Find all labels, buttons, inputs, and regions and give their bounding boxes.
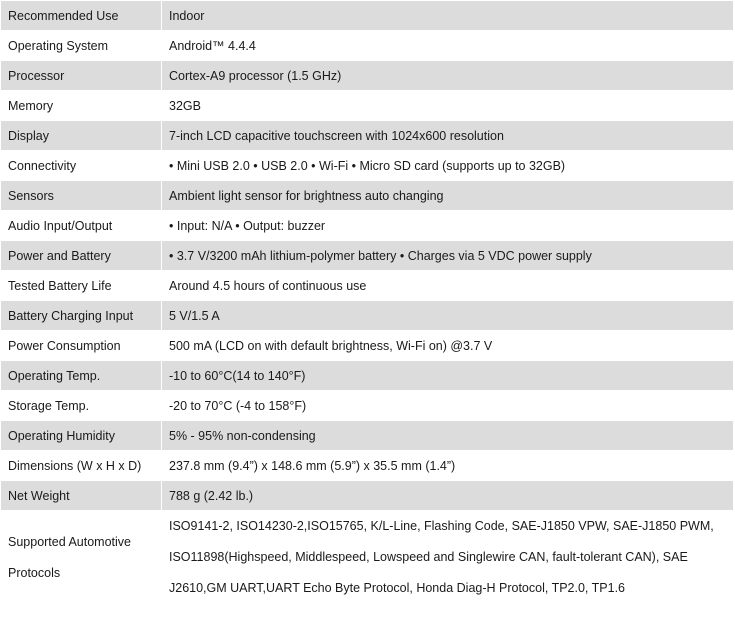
spec-value-line: ISO9141-2, ISO14230-2,ISO15765, K/L-Line, Flashing Code, SAE-J1850 VPW, SAE-J1850 PWM, (169, 519, 714, 533)
spec-value-line: J2610,GM UART,UART Echo Byte Protocol, Honda Diag-H Protocol, TP2.0, TP1.6 (169, 581, 625, 595)
spec-label: Display (1, 121, 162, 151)
spec-label: Operating System (1, 31, 162, 61)
spec-row-power-battery (1, 241, 734, 271)
spec-value: • 3.7 V/3200 mAh lithium-polymer battery • Charges via 5 VDC power supply (162, 241, 734, 271)
spec-row-memory (1, 91, 734, 121)
spec-row-audio (1, 211, 734, 241)
spec-value (162, 511, 734, 605)
spec-value: 500 mA (LCD on with default brightness, Wi-Fi on) @3.7 V (162, 331, 734, 361)
spec-value: 237.8 mm (9.4”) x 148.6 mm (5.9”) x 35.5 mm (1.4”) (162, 451, 734, 481)
spec-row-dimensions (1, 451, 734, 481)
spec-row-sensors (1, 181, 734, 211)
spec-row-battery-life (1, 271, 734, 301)
spec-row-net-weight (1, 481, 734, 511)
spec-value: Indoor (162, 1, 734, 31)
spec-value: Ambient light sensor for brightness auto changing (162, 181, 734, 211)
spec-value: 5 V/1.5 A (162, 301, 734, 331)
spec-row-recommended-use (1, 1, 734, 31)
spec-label: Connectivity (1, 151, 162, 181)
spec-row-operating-system (1, 31, 734, 61)
spec-value: 788 g (2.42 lb.) (162, 481, 734, 511)
spec-label: Power Consumption (1, 331, 162, 361)
spec-value: Cortex-A9 processor (1.5 GHz) (162, 61, 734, 91)
spec-label: Storage Temp. (1, 391, 162, 421)
spec-value: -20 to 70°C (-4 to 158°F) (162, 391, 734, 421)
spec-label: Dimensions (W x H x D) (1, 451, 162, 481)
spec-label (1, 511, 162, 605)
spec-value: -10 to 60°C(14 to 140°F) (162, 361, 734, 391)
spec-label: Net Weight (1, 481, 162, 511)
spec-label: Battery Charging Input (1, 301, 162, 331)
spec-value: 5% - 95% non-condensing (162, 421, 734, 451)
spec-row-storage-temp (1, 391, 734, 421)
spec-label: Operating Temp. (1, 361, 162, 391)
spec-value: Android™ 4.4.4 (162, 31, 734, 61)
spec-value: Around 4.5 hours of continuous use (162, 271, 734, 301)
spec-row-connectivity (1, 151, 734, 181)
spec-label: Processor (1, 61, 162, 91)
spec-label: Power and Battery (1, 241, 162, 271)
spec-value: • Mini USB 2.0 • USB 2.0 • Wi-Fi • Micro SD card (supports up to 32GB) (162, 151, 734, 181)
spec-label: Sensors (1, 181, 162, 211)
spec-row-operating-temp (1, 361, 734, 391)
spec-label: Operating Humidity (1, 421, 162, 451)
spec-value: 32GB (162, 91, 734, 121)
spec-row-display (1, 121, 734, 151)
spec-label: Tested Battery Life (1, 271, 162, 301)
spec-label-line: Protocols (8, 565, 61, 580)
spec-label-line: Supported Automotive (8, 534, 131, 549)
spec-value: 7-inch LCD capacitive touchscreen with 1024x600 resolution (162, 121, 734, 151)
spec-label: Audio Input/Output (1, 211, 162, 241)
spec-row-processor (1, 61, 734, 91)
spec-row-power-consumption (1, 331, 734, 361)
spec-row-operating-humidity (1, 421, 734, 451)
spec-label: Recommended Use (1, 1, 162, 31)
spec-value: • Input: N/A • Output: buzzer (162, 211, 734, 241)
spec-label: Memory (1, 91, 162, 121)
spec-row-charging-input (1, 301, 734, 331)
spec-value-line: ISO11898(Highspeed, Middlespeed, Lowspeed and Singlewire CAN, fault-tolerant CAN), SAE (169, 550, 688, 564)
spec-row-supported-protocols (1, 511, 734, 605)
